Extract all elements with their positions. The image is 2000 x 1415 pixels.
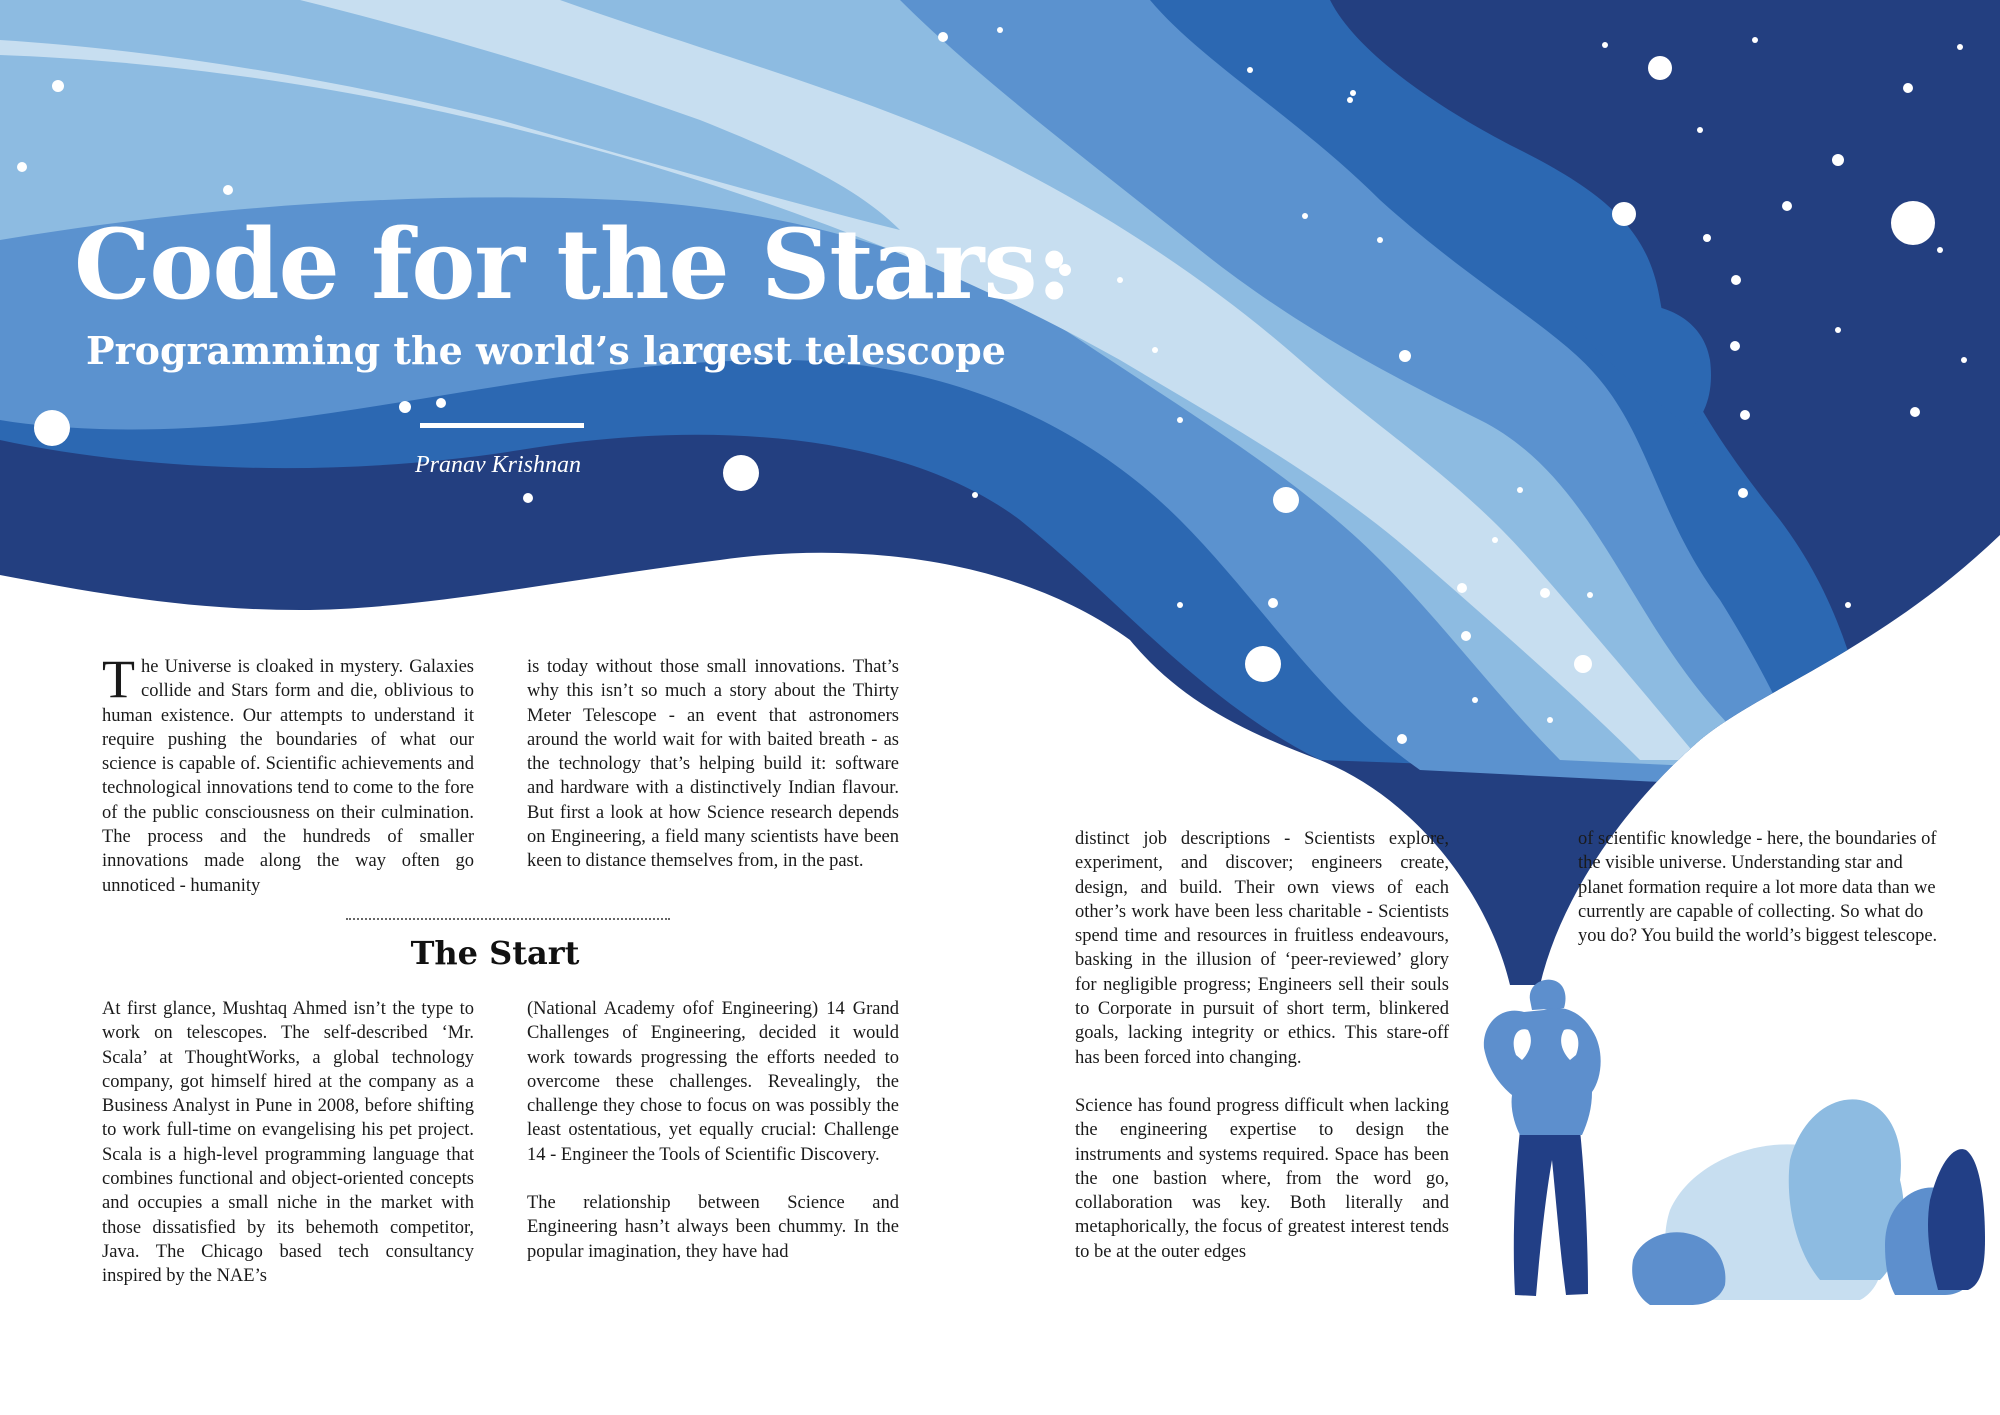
person-looking-up-figure — [1484, 980, 1601, 1296]
section-heading: The Start — [410, 934, 580, 972]
intro-column-1 — [102, 649, 474, 898]
section-column-2 — [527, 997, 899, 1264]
right-text-1b: Science has found progress difficult when lacking the engineering expertise to design the instruments and systems required. Space has been the one bastion where, from the word go, collaboration was key. Both literally and metaphorically, the focus of greatest interest tends to be at the outer edges — [1075, 1095, 1449, 1262]
right-text-1a: distinct job descriptions - Scientists explore, experiment, and discover; engineers create, design, and build. Their own views of each other’s work have been less charitable - Scientists spend time and resources in fruitless endeavours, basking in the illusion of ‘peer-reviewed’ glory for negligible progress; Engineers sell their souls to Corporate in pursuit of short term, blinkered goals, lacking integrity or ethics. This stare-off has been forced into changing. — [1075, 829, 1449, 1068]
section-column-1 — [102, 997, 474, 1289]
section-divider — [346, 918, 670, 920]
drop-cap: T — [102, 649, 135, 709]
intro-text-2: is today without those small innovations. That’s why this isn’t so much a story about the Thirty Meter Telescope - an event that astronomers around the world wait for with baited breath - as the technology that’s helping build it: software and hardware with a distinctively Indian flavour. But first a look at how Science research depends on Engineering, a field many scientists have been keen to distance themselves from, in the past. — [527, 657, 899, 872]
author-byline: Pranav Krishnan — [415, 452, 582, 478]
intro-column-2 — [527, 655, 899, 874]
right-text-2: of scientific knowledge - here, the boundaries of the visible universe. Understanding star and planet formation require a lot more data than we currently are capable of collecting. So what do you do? You build the world’s biggest telescope. — [1578, 829, 1938, 947]
right-column-2 — [1578, 827, 1938, 948]
rocks — [1632, 1099, 1985, 1305]
intro-text-1: he Universe is cloaked in mystery. Galaxies collide and Stars form and die, oblivious to human existence. Our attempts to understand it require pushing the boundaries of what our science is capable of. Scientific achievements and technological innovations tend to come to the fore of the public consciousness on their culmination. The process and the hundreds of smaller innovations made along the way often go unnoticed - humanity — [102, 657, 474, 896]
section-text-2b: The relationship between Science and Engineering hasn’t always been chummy. In the popular imagination, they have had — [527, 1193, 899, 1262]
right-column-1 — [1075, 827, 1449, 1264]
title-divider — [420, 423, 584, 428]
section-text-1: At first glance, Mushtaq Ahmed isn’t the type to work on telescopes. The self-described ‘Mr. Scala’ at ThoughtWorks, a global technology company, got himself hired at the company as a Business Analyst in Pune in 2008, before shifting to work full-time on evangelising his pet project. Scala is a high-level programming language that combines functional and object-oriented concepts and occupies a small niche in the market with those dissatisfied by its behemoth competitor, Java. The Chicago based tech consultancy inspired by the NAE’s — [102, 999, 474, 1287]
section-text-2a: (National Academy ofof Engineering) 14 Grand Challenges of Engineering, decided it would work towards progressing the efforts needed to overcome these challenges. Revealingly, the challenge they chose to focus on was possibly the least ostentatious, yet equally crucial: Challenge 14 - Engineer the Tools of Scientific Discovery. — [527, 999, 899, 1165]
article-title: Code for the Stars: — [74, 208, 1071, 321]
article-subtitle: Programming the world’s largest telescope — [86, 328, 1006, 373]
